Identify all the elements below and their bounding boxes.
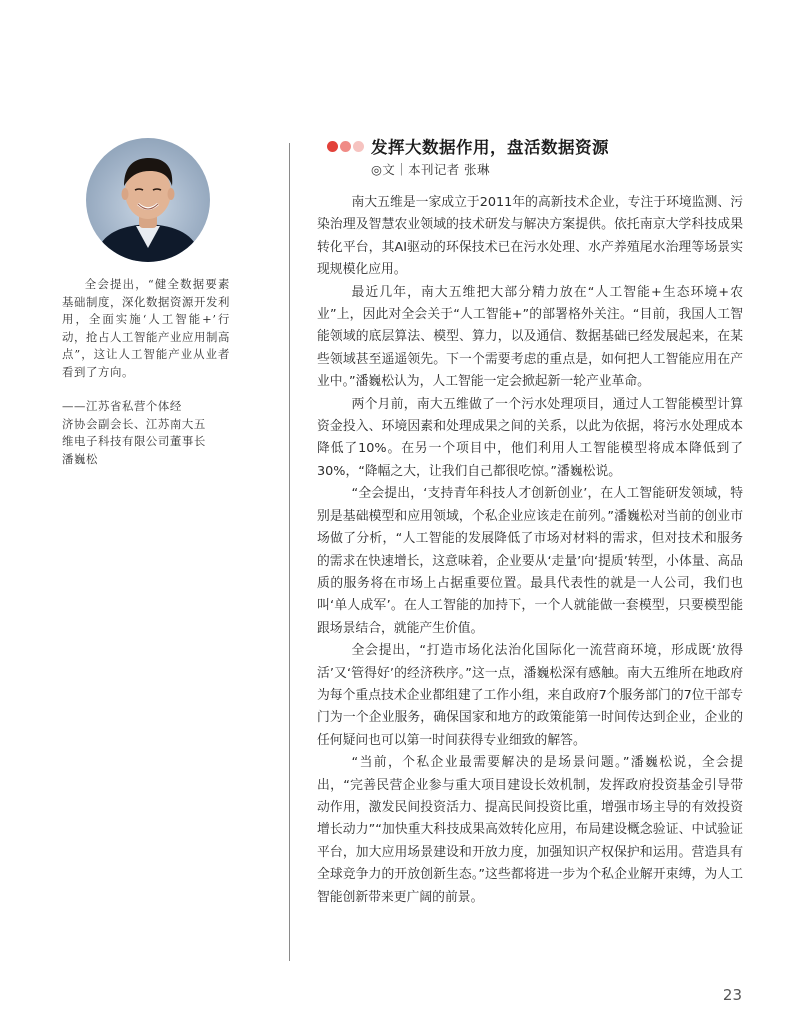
article-paragraph: 两个月前，南大五维做了一个污水处理项目，通过人工智能模型计算资金投入、环境因素和处理成果之间的关系，以此为依据，将污水处理成本降低了10%。在另一个项目中，他们利用人工智能模型将成本降低到了30%，“降幅之大，让我们自己都很吃惊。”潘巍松说。	[317, 396, 743, 479]
portrait-illustration	[86, 138, 210, 262]
dot-icon	[353, 141, 364, 152]
article-paragraph: 最近几年，南大五维把大部分精力放在“人工智能+生态环境+农业”上，因此对全会关于“人工智能+”的部署格外关注。“目前，我国人工智能领域的底层算法、模型、算力，以及通信、数据基础已经发展起来，在某些领域甚至遥遥领先。下一个需要考虑的重点是，如何把人工智能应用在产业中。”潘巍松认为，人工智能一定会掀起新一轮产业革命。	[317, 284, 743, 390]
article-paragraph: “当前，个私企业最需要解决的是场景问题。”潘巍松说，全会提出，“完善民营企业参与重大项目建设长效机制，发挥政府投资基金引导带动作用，激发民间投资活力、提高民间投资比重，增强市场主导的有效投资增长动力”“加快重大科技成果高效转化应用，布局建设概念验证、中试验证平台，加大应用场景建设和开放力度，加强知识产权保护和运用。营造具有全球竞争力的开放创新生态。”这些都将进一步为个私企业解开束缚，为人工智能创新带来更广阔的前景。	[317, 755, 743, 905]
attribution-line: ——江苏省私营个体经	[62, 399, 182, 413]
quote-attribution	[62, 398, 230, 468]
byline: ◎文｜本刊记者 张琳	[371, 162, 490, 177]
article-paragraph: 全会提出，“打造市场化法治化国际化一流营商环境，形成既‘放得活’又‘管得好’的经济秩序。”这一点，潘巍松深有感触。南大五维所在地政府为每个重点技术企业都组建了工作小组，来自政府7个服务部门的7位干部专门为一个企业服务，确保国家和地方的政策能第一时间传达到企业，企业的任何疑问也可以第一时间获得专业细致的解答。	[317, 643, 743, 748]
column-divider	[289, 143, 290, 961]
attribution-line: 潘巍松	[62, 451, 98, 466]
dot-icon	[340, 141, 351, 152]
article-body	[317, 192, 743, 909]
section-marker-dots	[327, 141, 364, 155]
page-number: 23	[722, 986, 742, 1004]
pull-quote: 全会提出，“健全数据要素基础制度，深化数据资源开发利用，全面实施‘人工智能+’行动，抢占人工智能产业应用制高点”，这让人工智能产业从业者看到了方向。	[62, 277, 230, 379]
attribution-line: 维电子科技有限公司董事长	[62, 434, 206, 449]
article-paragraph: “全会提出，‘支持青年科技人才创新创业’，在人工智能研发领域，特别是基础模型和应用领域，个私企业应该走在前列。”潘巍松对当前的创业市场做了分析，“人工智能的发展降低了市场对材料的需求，但对技术和服务的需求在快速增长，这意味着，企业要从‘走量’向‘提质’转型，小体量、高品质的服务将在市场上占据重要位置。最具代表性的就是一人公司，我们也叫‘单人成军’。在人工智能的加持下，一个人就能做一套模型，只要模型能跟场景结合，就能产生价值。	[317, 486, 743, 636]
portrait-photo	[86, 138, 210, 262]
article-paragraph: 南大五维是一家成立于2011年的高新技术企业，专注于环境监测、污染治理及智慧农业领域的技术研发与解决方案提供。依托南京大学科技成果转化平台，其AI驱动的环保技术已在污水处理、水产养殖尾水治理等场景实现规模化应用。	[317, 195, 743, 278]
section-title: 发挥大数据作用，盘活数据资源	[371, 138, 609, 157]
dot-icon	[327, 141, 338, 152]
attribution-line: 济协会副会长、江苏南大五	[62, 416, 206, 431]
